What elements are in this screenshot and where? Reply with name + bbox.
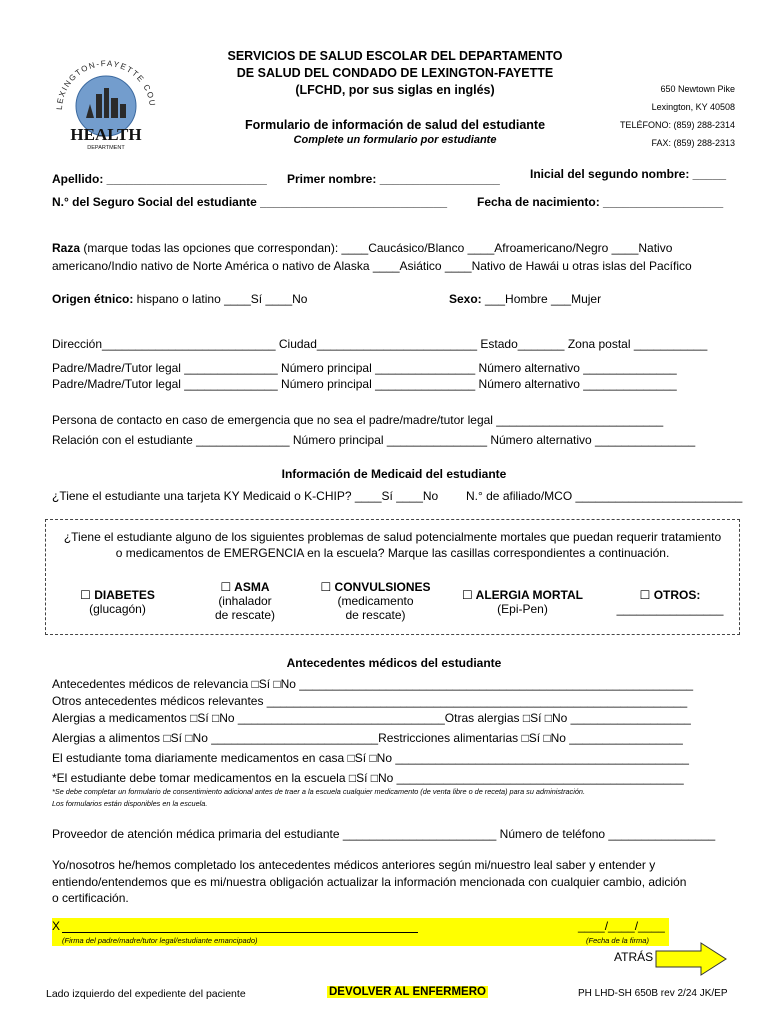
- signature-caption: (Firma del padre/madre/tutor legal/estudiante emancipado): [62, 936, 258, 945]
- history-line[interactable]: Antecedentes médicos de relevancia □Sí □No ___________________________________________________________: [52, 677, 694, 691]
- form-title: Formulario de información de salud del estudiante: [244, 118, 546, 132]
- otros-blank[interactable]: ________________: [616, 602, 724, 616]
- alergia-checkbox-icon[interactable]: ☐: [462, 588, 473, 602]
- history-line[interactable]: El estudiante toma diariamente medicamentos en casa □Sí □No ____________________________________________: [52, 751, 689, 765]
- ethnic-options[interactable]: hispano o latino ____Sí ____No: [133, 292, 308, 306]
- history-line[interactable]: Otros antecedentes médicos relevantes _______________________________________________________________: [52, 694, 688, 708]
- signature-date-field[interactable]: ____/____/____: [578, 919, 665, 933]
- guardian-line-2[interactable]: Padre/Madre/Tutor legal ______________ Número principal _______________ Número alternativo ______________: [52, 377, 677, 391]
- relation-line[interactable]: Relación con el estudiante ______________ Número principal _______________ Número alternativo _______________: [52, 433, 696, 447]
- certification-line2: entiendo/entendemos que es mi/nuestra obligación actualizar la información mencionada con cualquier cambio, adición: [52, 875, 687, 889]
- form-subtitle: Complete un formulario por estudiante: [293, 134, 497, 146]
- address-line1: 650 Newtown Pike: [660, 84, 735, 94]
- phone-number: TELÉFONO: (859) 288-2314: [619, 120, 735, 130]
- otros-checkbox-icon[interactable]: ☐: [639, 588, 651, 602]
- logo-arc-text: LEXINGTON-FAYETTE COU: [54, 58, 158, 111]
- race-options-line1[interactable]: (marque todas las opciones que correspondan): ____Caucásico/Blanco ____Afroamericano/Negro ____Nativo: [80, 241, 673, 255]
- race-line1: [52, 241, 672, 255]
- signature-date-caption: (Fecha de la firma): [586, 936, 649, 945]
- option-alergia[interactable]: [455, 588, 590, 616]
- fax-number: FAX: (859) 288-2313: [651, 138, 735, 148]
- guardian-line-1[interactable]: Padre/Madre/Tutor legal ______________ Número principal _______________ Número alternativo ______________: [52, 361, 677, 375]
- header-title: [200, 48, 590, 99]
- asma-sub2: de rescate): [214, 608, 276, 622]
- history-footnote-1: *Se debe completar un formulario de consentimiento adicional antes de traer a la escuela cualquier medicamento (de venta libre o de receta) para su administración.: [52, 787, 585, 796]
- emergency-contact-line[interactable]: Persona de contacto en caso de emergencia que no sea el padre/madre/tutor legal _________________________: [52, 413, 664, 427]
- option-convulsiones[interactable]: [308, 580, 443, 622]
- certification-line1: Yo/nosotros he/hemos completado los antecedentes médicos anteriores según mi/nuestro leal saber y entender y: [52, 858, 656, 872]
- logo-health-text: HEALTH: [70, 125, 142, 144]
- convulsiones-sub2: de rescate): [345, 608, 406, 622]
- asma-label: ASMA: [234, 580, 270, 594]
- return-to-nurse-label: DEVOLVER AL ENFERMERO: [329, 986, 486, 998]
- sex-field: [449, 292, 601, 306]
- back-arrow-icon[interactable]: [655, 942, 727, 976]
- signature-x: X: [52, 919, 61, 933]
- medicaid-question[interactable]: ¿Tiene el estudiante una tarjeta KY Medicaid o K-CHIP? ____Sí ____No: [52, 489, 439, 503]
- option-diabetes[interactable]: [60, 588, 175, 616]
- medicaid-title: Información de Medicaid del estudiante: [281, 467, 507, 481]
- form-title-block: [200, 118, 590, 146]
- history-line[interactable]: Alergias a medicamentos □Sí □No _______________________________Otras alergias □Sí □No __________________: [52, 711, 691, 725]
- race-label: Raza: [52, 241, 81, 255]
- history-title: Antecedentes médicos del estudiante: [286, 656, 502, 670]
- dob-field[interactable]: Fecha de nacimiento: __________________: [477, 195, 724, 209]
- certification-line3: o certificación.: [52, 891, 129, 905]
- history-footnote-2: Los formularios están disponibles en la escuela.: [52, 799, 208, 808]
- health-department-logo: [50, 48, 160, 153]
- option-asma[interactable]: [190, 580, 300, 622]
- last-name-field[interactable]: Apellido: ________________________: [52, 172, 267, 186]
- history-line[interactable]: *El estudiante debe tomar medicamentos en la escuela □Sí □No ___________________________________________: [52, 771, 684, 785]
- convulsiones-label: CONVULSIONES: [334, 580, 431, 594]
- emergency-question-line1: ¿Tiene el estudiante alguno de los siguientes problemas de salud potencialmente mortales que puedan requerir tratamiento: [63, 530, 722, 544]
- ethnic-origin: [52, 292, 307, 306]
- header-title-line1: SERVICIOS DE SALUD ESCOLAR DEL DEPARTAMENTO: [227, 49, 563, 63]
- alergia-label: ALERGIA MORTAL: [475, 588, 583, 602]
- convulsiones-sub1: (medicamento: [337, 594, 414, 608]
- emergency-question-line2: o medicamentos de EMERGENCIA en la escuela? Marque las casillas correspondientes a continuación.: [115, 546, 670, 560]
- back-label[interactable]: ATRÁS: [614, 950, 654, 964]
- diabetes-label: DIABETES: [94, 588, 155, 602]
- address-line2: Lexington, KY 40508: [651, 102, 735, 112]
- sex-options[interactable]: ___Hombre ___Mujer: [481, 292, 602, 306]
- alergia-sub: (Epi-Pen): [497, 602, 548, 616]
- middle-initial-field[interactable]: Inicial del segundo nombre: _____: [530, 167, 727, 181]
- asma-sub1: (inhalador: [218, 594, 272, 608]
- history-line[interactable]: Alergias a alimentos □Sí □No _________________________Restricciones alimentarias □Sí □No _________________: [52, 731, 683, 745]
- address-line[interactable]: Dirección__________________________ Ciudad________________________ Estado_______ Zona postal ___________: [52, 337, 708, 351]
- first-name-field[interactable]: Primer nombre: __________________: [287, 172, 500, 186]
- footer-left: Lado izquierdo del expediente del paciente: [46, 988, 246, 1000]
- race-options-line2[interactable]: americano/Indio nativo de Norte América o nativo de Alaska ____Asiático ____Nativo de Hawái u otras islas del Pacífico: [52, 259, 692, 273]
- signature-line[interactable]: [62, 932, 418, 933]
- diabetes-checkbox-icon[interactable]: ☐: [80, 588, 91, 602]
- logo-department-text: DEPARTMENT: [87, 145, 125, 151]
- option-otros[interactable]: [610, 588, 730, 616]
- primary-provider-line[interactable]: Proveedor de atención médica primaria del estudiante _______________________ Número de teléfono ________________: [52, 827, 716, 841]
- medicaid-member-number[interactable]: N.° de afiliado/MCO _________________________: [466, 489, 743, 503]
- convulsiones-checkbox-icon[interactable]: ☐: [320, 580, 332, 594]
- otros-label: OTROS:: [653, 588, 701, 602]
- form-revision: PH LHD-SH 650B rev 2/24 JK/EP: [578, 988, 728, 999]
- ssn-field[interactable]: N.° del Seguro Social del estudiante ____________________________: [52, 195, 448, 209]
- ethnic-label: Origen étnico:: [52, 292, 134, 306]
- header-title-line3: (LFCHD, por sus siglas en inglés): [295, 83, 495, 97]
- sex-label: Sexo:: [449, 292, 482, 306]
- diabetes-sub: (glucagón): [89, 602, 146, 616]
- header-title-line2: DE SALUD DEL CONDADO DE LEXINGTON-FAYETTE: [236, 66, 554, 80]
- asma-checkbox-icon[interactable]: ☐: [220, 580, 232, 594]
